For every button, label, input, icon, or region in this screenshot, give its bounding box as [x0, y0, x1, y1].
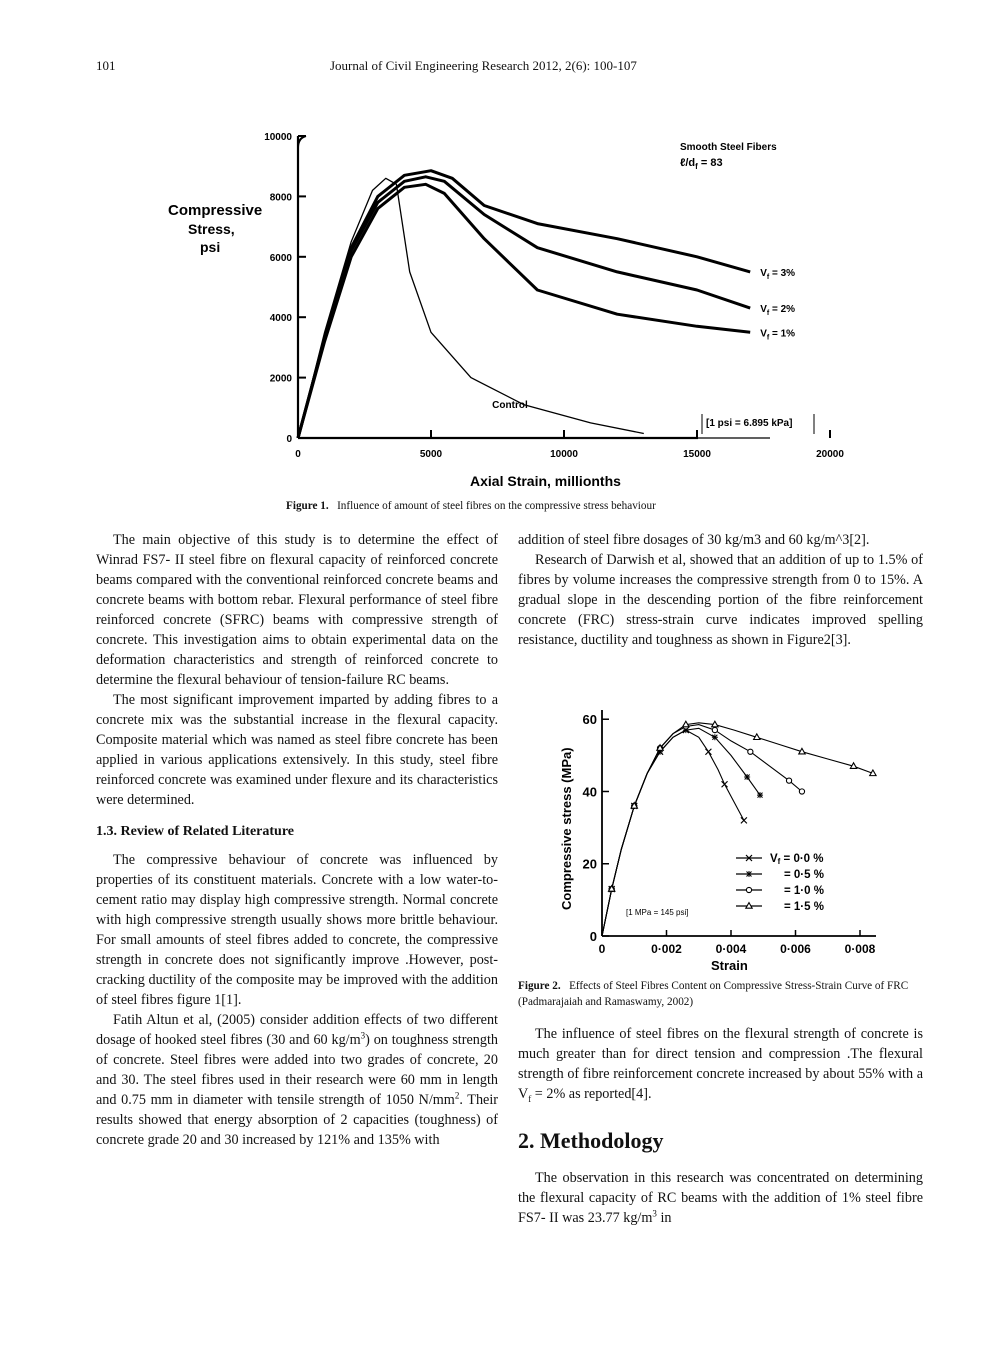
- fig2-xtick-label: 0·004: [715, 942, 747, 956]
- fig1-ytick-label: 0: [286, 434, 292, 445]
- left-p1: The main objective of this study is to determine the effect of Winrad FS7- II steel fibre on flexural capacity of reinforced concrete beams compared with the conventional reinforced concrete beams and concrete beams with bottom rebar. Flexural performance of steel fibre reinforced concrete (SFRC) beams with compressive strength of concrete. This investigation aims to obtain experimental data on the deformation characteristics and strength of reinforced concrete to determine the flexural behaviour of tension-failure RC beams.: [96, 532, 498, 688]
- section-1-3-heading: 1.3. Review of Related Literature: [96, 824, 295, 839]
- fig1-ytick-label: 2000: [269, 373, 292, 385]
- right-p2: Research of Darwish et al, showed that an addition of up to 1.5% of fibres by volume increases the compressive strength from 0 to 15%. A gradual slope in the descending portion of the fibre reinforcement concrete (FRC) stress-strain curve indicates improved spelling resistance, ductility and toughness as shown in Figure2[3].: [518, 552, 923, 648]
- fig1-xtick-label: 10000: [550, 449, 578, 460]
- fig1-ytick-label: 10000: [264, 132, 292, 143]
- right-p1: addition of steel fibre dosages of 30 kg/m3 and 60 kg/m^3[2].: [518, 532, 870, 548]
- fig1-ylabel-3: psi: [200, 239, 221, 255]
- fig1-y-top-hook: [298, 136, 306, 148]
- figure-1-chart: [150, 118, 870, 493]
- fig2-xtick-label: 0: [598, 942, 606, 956]
- left-p2: The most significant improvement imparted by adding fibres to a concrete mix was the substantial increase in the flexural capacity. Composite material which was named as steel fibre concrete has been applied in various applications extensively. In this study, steel fibre reinforced concrete was examined under flexure and its characteristics were determined.: [96, 692, 498, 808]
- fig1-series-label: $V_f = 1\%$: [760, 328, 796, 342]
- fig1-xlabel: Axial Strain, millionths: [470, 473, 621, 489]
- fig1-xtick-label: 20000: [816, 449, 844, 460]
- fig2-ytick-label: 20: [582, 856, 597, 872]
- fig2-ytick-label: 0: [589, 929, 597, 944]
- figure-2-chart: [556, 700, 896, 975]
- fig2-marker: [744, 774, 750, 780]
- fig2-marker: [722, 781, 728, 787]
- figure-2-caption: Figure 2. Effects of Steel Fibres Content on Compressive Stress-Strain Curve of FRC (Padmarajaiah and Ramaswamy, 2002): [518, 980, 909, 1008]
- fig1-series-label: $V_f = 3\%$: [760, 267, 796, 281]
- fig1-ytick-label: 6000: [269, 252, 292, 264]
- fig2-marker: [746, 871, 752, 877]
- fig1-ylabel-2: Stress,: [188, 221, 235, 237]
- right-column-top: [518, 530, 923, 650]
- fig1-conversion-note: [1 psi = 6.895 kPa]: [706, 418, 793, 429]
- fig2-xtick-label: 0·008: [844, 942, 876, 956]
- fig2-marker: [757, 792, 763, 798]
- fig1-series-label: $V_f = 2\%$: [760, 304, 796, 318]
- left-column: [96, 530, 498, 1150]
- fig2-marker: [748, 749, 753, 754]
- fig2-series-line: [602, 728, 760, 936]
- fig1-xtick-label: 5000: [419, 449, 443, 460]
- right-column-bottom: [518, 1024, 923, 1228]
- fig2-marker: [746, 887, 751, 892]
- fig1-ylabel-1: Compressive: [168, 202, 263, 219]
- fig2-marker: [712, 734, 718, 740]
- fig2-marker: [741, 817, 747, 823]
- fig2-series-line: [602, 725, 802, 936]
- fig2-legend-label: Vf = 0·0 %: [770, 853, 824, 866]
- figure-1-caption: Figure 1. Influence of amount of steel fibres on the compressive stress behaviour: [286, 500, 656, 512]
- left-p3: The compressive behaviour of concrete was influenced by properties of its constituent materials. Concrete with a low water-to-cement ratio may display high compressive strength. Normal concrete with high compressive strength usually shows more brittle behaviour. For small amounts of steel fibres added to concrete, the compressive strength in concrete does not significantly improve .However, post-cracking ductility of the composite may be improved with the addition of steel fibres figure 1[1].: [96, 852, 498, 1008]
- fig2-ytick-label: 60: [582, 712, 597, 728]
- section-2-heading: 2. Methodology: [518, 1128, 664, 1153]
- fig2-xlabel: Strain: [711, 958, 748, 973]
- journal-header: Journal of Civil Engineering Research 2012, 2(6): 100-107: [330, 58, 637, 73]
- fig1-ytick-label: 4000: [269, 313, 292, 325]
- page-number: 101: [96, 58, 116, 73]
- fig2-marker: [705, 749, 711, 755]
- fig1-legend-title: Smooth Steel Fibers: [680, 142, 777, 153]
- fig2-ytick-label: 40: [582, 784, 597, 800]
- fig2-series-line: [602, 723, 873, 936]
- fig2-legend-label: = 0·5 %: [784, 869, 824, 881]
- fig2-ylabel: Compressive stress (MPa): [559, 747, 574, 910]
- fig1-legend-ld: $\ell/d_f = 83$: [680, 157, 723, 171]
- fig2-marker: [786, 778, 791, 783]
- fig2-legend-label: = 1·0 %: [784, 885, 824, 897]
- fig2-conversion-note: [1 MPa = 145 psi]: [626, 908, 689, 917]
- fig1-series-line: [298, 178, 644, 438]
- fig1-ytick-label: 8000: [269, 192, 292, 204]
- fig1-xtick-label: 0: [295, 449, 301, 460]
- fig2-xtick-label: 0·006: [780, 942, 811, 956]
- fig1-xtick-label: 15000: [683, 449, 711, 460]
- fig2-legend-label: = 1·5 %: [784, 901, 824, 913]
- fig2-xtick-label: 0·002: [651, 942, 682, 956]
- fig2-marker: [799, 789, 804, 794]
- fig2-series-line: [602, 730, 744, 936]
- fig1-series-line: [298, 171, 750, 438]
- right-p4: The observation in this research was concentrated on determining the flexural capacity of RC beams with the addition of 1% steel fibre FS7- II was 23.77 $kg/m^3$ in: [518, 1170, 923, 1226]
- left-p4: Fatih Altun et al, (2005) consider addition effects of two different dosage of hooked steel fibres (30 and 60 $kg/m^3$) on toughness strength of concrete. Steel fibres were added into two grades of concrete, 20 and 30. The steel fibres used in their research were 60 mm in length and 0.75 mm in diameter with tensile strength of 1050 $N/mm^2$. Their results showed that energy absorption of 2 capacities (toughness) of concrete grade 20 and 30 increased by 121% and 135% with: [96, 1012, 498, 1148]
- fig1-series-label: Control: [492, 399, 528, 411]
- right-p3: The influence of steel fibres on the flexural strength of concrete is much greater than for direct tension and compression .The flexural strength of fibre reinforcement concrete increased by about 55% with a $V_f = 2\%$ as reported[4].: [518, 1026, 923, 1104]
- fig2-marker: [712, 727, 717, 732]
